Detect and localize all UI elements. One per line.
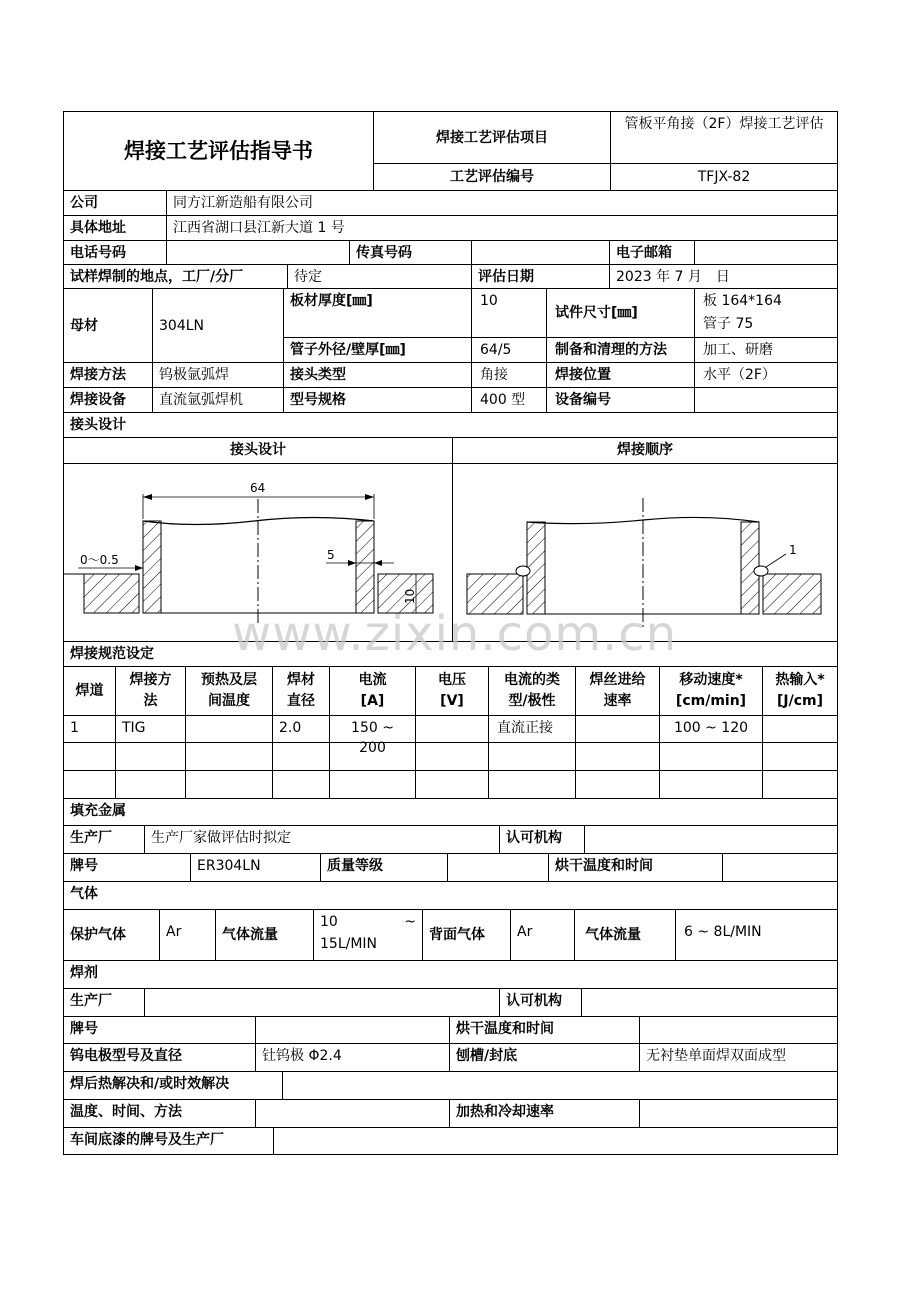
pipe-wall-right (356, 521, 374, 613)
param-header-process-line: 法 (143, 693, 158, 709)
specimen-size-value (695, 289, 837, 338)
filler-brand-row (64, 854, 837, 882)
temperature-row (64, 1100, 837, 1128)
flux-section (64, 961, 837, 989)
param-header-current-line: [A] (360, 693, 385, 709)
gas-section (64, 882, 837, 910)
specimen-size-plate: 板 164*164 (703, 293, 782, 309)
back-gas-flow-value: 6 ~ 8L/MIN (684, 924, 762, 940)
prep-value: 加工、研磨 (703, 342, 773, 358)
base-metal-right (284, 289, 837, 362)
base-metal-row (64, 289, 837, 363)
seq-pass-label: 1 (789, 543, 797, 557)
param-cell-current (330, 771, 416, 798)
seq-leader-line (766, 554, 786, 567)
flux-brand-row (64, 1017, 837, 1044)
date-value: 2023 年 7 月 日 (616, 269, 730, 285)
document-title: 焊接工艺评估指导书 (64, 112, 374, 190)
param-header-process-line: 焊接方 (129, 672, 172, 688)
company-value: 同方江新造船有限公司 (173, 195, 313, 211)
param-cell-process (116, 771, 186, 798)
contact-row (64, 241, 837, 265)
address-row (64, 216, 837, 241)
pwht-label: 焊后热解决和/或时效解决 (64, 1072, 283, 1099)
electrode-row (64, 1044, 837, 1072)
flux-brand-value (256, 1017, 450, 1043)
gas-flow-to: 15L/MIN (320, 936, 378, 952)
flux-bake-label: 烘干温度和时间 (450, 1017, 640, 1043)
flux-bake-value (640, 1017, 837, 1043)
primer-row (64, 1128, 837, 1154)
param-header-pass-line: 焊道 (75, 682, 104, 699)
date-label: 评估日期 (472, 265, 610, 288)
joint-design-header: 接头设计 (64, 438, 453, 463)
gas-section-label: 气体 (70, 886, 98, 902)
shield-gas-value: Ar (160, 910, 216, 960)
joint-design-section-label: 接头设计 (70, 417, 126, 433)
dim-gap-label: 0～0.5 (80, 553, 119, 567)
flux-approval-value (582, 989, 837, 1016)
company-row (64, 191, 837, 216)
filler-brand-value: ER304LN (191, 854, 321, 881)
fax-label: 传真号码 (350, 241, 472, 264)
equipment-label: 焊接设备 (64, 388, 153, 412)
back-gas-label: 背面气体 (423, 910, 511, 960)
param-cell-voltage (416, 716, 489, 742)
param-cell-current: 150 ~ 200 (330, 716, 416, 742)
rate-value (640, 1100, 837, 1127)
joint-type-label: 接头类型 (284, 363, 472, 387)
param-header-travel-speed (660, 667, 763, 715)
equipment-row (64, 388, 837, 413)
header-row (64, 112, 837, 191)
filler-grade-value (448, 854, 549, 881)
equipment-value: 直流氩弧焊机 (153, 388, 284, 412)
pipe-wall-left (143, 521, 161, 613)
param-cell-voltage (416, 743, 489, 770)
seq-pipe-wall-left (527, 522, 545, 614)
flux-maker-value (145, 989, 500, 1016)
site-label: 试样焊制的地点，工厂/分厂 (64, 265, 288, 288)
filler-bake-label: 烘干温度和时间 (549, 854, 723, 881)
rate-label: 加热和冷却速率 (450, 1100, 640, 1127)
param-cell-wire-feed (576, 743, 660, 770)
param-header-current-type-line: 型/极性 (508, 693, 556, 709)
back-gas-value: Ar (511, 910, 575, 960)
gas-flow-line-1 (320, 911, 416, 933)
electrode-value: 钍钨极 Φ2.4 (256, 1044, 450, 1071)
position-label: 焊接位置 (547, 363, 695, 387)
seq-plate-right (763, 574, 821, 614)
project-value: 管板平角接（2F）焊接工艺评估 (611, 112, 837, 164)
flux-approval-label: 认可机构 (500, 989, 582, 1016)
dim-arrow-left (143, 494, 152, 500)
email-label: 电子邮箱 (610, 241, 695, 264)
param-cell-process (116, 743, 186, 770)
param-cell-preheat (186, 743, 273, 770)
parameters-row-2 (64, 743, 837, 771)
electrode-label: 钨电极型号及直径 (64, 1044, 256, 1071)
parameters-header-row (64, 667, 837, 716)
temperature-label: 温度、时间、方法 (64, 1100, 256, 1127)
param-header-voltage (416, 667, 489, 715)
header-right (374, 112, 837, 190)
param-cell-travel-speed (660, 771, 763, 798)
flux-section-label: 焊剂 (70, 965, 98, 981)
phone-label: 电话号码 (64, 241, 167, 264)
method-row (64, 363, 837, 388)
watermark: www.zixin.com.cn (232, 606, 678, 662)
param-cell-travel-speed (660, 743, 763, 770)
param-header-current-type-line: 电流的类 (504, 672, 560, 688)
specimen-size-label: 试件尺寸[㎜] (547, 289, 695, 338)
param-cell-preheat (186, 716, 273, 742)
filler-grade-label: 质量等级 (321, 854, 448, 881)
param-header-travel-speed-line: 移动速度* (679, 672, 743, 688)
address-value: 江西省湖口县江新大道 1 号 (173, 220, 345, 236)
parameters-row-3 (64, 771, 837, 799)
param-cell-pass (64, 771, 116, 798)
param-header-heat-input-line: 热输入* (775, 672, 825, 688)
fax-value (472, 241, 610, 264)
email-value (695, 241, 837, 264)
param-cell-current-type (489, 743, 576, 770)
site-row (64, 265, 837, 289)
filler-approval-label: 认可机构 (500, 826, 585, 853)
param-header-current-line: 电流 (358, 672, 387, 688)
position-value: 水平（2F） (703, 367, 776, 383)
param-cell-pass (64, 743, 116, 770)
number-label: 工艺评估编号 (374, 164, 611, 190)
weld-bead-left (516, 566, 530, 576)
param-header-current (330, 667, 416, 715)
specimen-size-pipe: 管子 75 (703, 316, 754, 332)
param-cell-diameter (273, 771, 330, 798)
site-value: 待定 (288, 265, 472, 288)
param-cell-heat-input (763, 743, 837, 770)
prep-label: 制备和清理的方法 (547, 338, 695, 362)
dim-width-label: 64 (250, 481, 266, 495)
joint-design-headers (64, 438, 837, 464)
pipe-value: 64/5 (472, 338, 547, 362)
dim-gap-arrow (135, 565, 143, 571)
filler-maker-value: 生产厂家做评估时拟定 (145, 826, 500, 853)
filler-section-label: 填充金属 (70, 803, 126, 819)
pwht-value (283, 1072, 837, 1099)
flux-brand-label: 牌号 (64, 1017, 256, 1043)
base-metal-value: 304LN (153, 289, 284, 362)
param-header-diameter-line: 直径 (287, 693, 315, 709)
equip-no-label: 设备编号 (547, 388, 695, 412)
equip-no-value (695, 388, 837, 412)
pwht-row (64, 1072, 837, 1100)
param-header-pass (64, 667, 116, 715)
param-header-heat-input-line: [J/cm] (776, 693, 823, 709)
project-label: 焊接工艺评估项目 (374, 112, 611, 164)
parameters-section-label: 焊接规范设定 (70, 646, 154, 662)
dim-wall-label: 5 (327, 548, 335, 562)
shield-gas-label: 保护气体 (64, 910, 160, 960)
param-header-preheat-line: 预热及层 (201, 672, 257, 688)
param-cell-process: TIG (116, 716, 186, 742)
param-cell-current-type: 直流正接 (489, 716, 576, 742)
dim-wall-arrow-a (348, 560, 356, 566)
dim-arrow-right (365, 494, 374, 500)
dim-plate-label: 10 (403, 588, 417, 604)
param-header-current-type (489, 667, 576, 715)
param-header-process (116, 667, 186, 715)
param-cell-voltage (416, 771, 489, 798)
param-cell-diameter: 2.0 (273, 716, 330, 742)
address-label: 具体地址 (64, 216, 167, 240)
param-cell-pass: 1 (64, 716, 116, 742)
gouge-label: 刨槽/封底 (450, 1044, 640, 1071)
param-cell-preheat (186, 771, 273, 798)
gouge-value: 无衬垫单面焊双面成型 (646, 1048, 786, 1064)
method-value: 钨极氩弧焊 (153, 363, 284, 387)
joint-type-value: 角接 (472, 363, 547, 387)
company-label: 公司 (64, 191, 167, 215)
param-header-voltage-line: 电压 (438, 672, 466, 688)
plate-left (84, 574, 139, 613)
param-cell-wire-feed (576, 771, 660, 798)
param-cell-wire-feed (576, 716, 660, 742)
param-header-travel-speed-line: [cm/min] (675, 693, 747, 709)
dim-wall-arrow-b (374, 560, 382, 566)
param-header-voltage-line: [V] (440, 693, 464, 709)
base-metal-label: 母材 (64, 289, 153, 362)
plate-thickness-value: 10 (472, 289, 547, 338)
weld-bead-right (754, 566, 768, 576)
filler-section (64, 799, 837, 826)
param-header-wire-feed-line: 速率 (603, 693, 632, 709)
number-value: TFJX-82 (697, 169, 751, 185)
param-header-wire-feed-line: 焊丝进给 (589, 672, 646, 688)
method-label: 焊接方法 (64, 363, 153, 387)
param-cell-current-type (489, 771, 576, 798)
filler-maker-row (64, 826, 837, 854)
model-label: 型号规格 (284, 388, 472, 412)
param-cell-current (330, 743, 416, 770)
param-cell-travel-speed: 100 ~ 120 (660, 716, 763, 742)
filler-approval-value (585, 826, 837, 853)
gas-flow-value (314, 910, 423, 960)
temperature-value (256, 1100, 450, 1127)
model-value: 400 型 (472, 388, 547, 412)
gas-row (64, 910, 837, 961)
filler-bake-value (723, 854, 837, 881)
phone-value (167, 241, 350, 264)
primer-label: 车间底漆的牌号及生产厂 (64, 1128, 274, 1154)
back-gas-flow-label: 气体流量 (575, 910, 676, 960)
parameters-row-1 (64, 716, 837, 756)
param-cell-heat-input (763, 771, 837, 798)
pipe-label: 管子外径/壁厚[㎜] (284, 338, 472, 362)
primer-value (274, 1128, 837, 1154)
param-cell-heat-input (763, 716, 837, 742)
param-cell-diameter (273, 743, 330, 770)
flux-maker-row (64, 989, 837, 1017)
filler-maker-label: 生产厂 (64, 826, 145, 853)
gas-flow-tilde: ~ (404, 914, 416, 930)
plate-thickness-label: 板材厚度[㎜] (284, 289, 472, 338)
flux-maker-label: 生产厂 (64, 989, 145, 1016)
gas-flow-from: 10 (320, 914, 338, 930)
param-header-diameter (273, 667, 330, 715)
param-header-preheat (186, 667, 273, 715)
filler-brand-label: 牌号 (64, 854, 191, 881)
param-header-heat-input (763, 667, 837, 715)
param-header-wire-feed (576, 667, 660, 715)
param-header-preheat-line: 间温度 (208, 693, 250, 709)
joint-design-section (64, 413, 837, 438)
gas-flow-label: 气体流量 (216, 910, 314, 960)
param-header-diameter-line: 焊材 (287, 672, 315, 688)
weld-sequence-header: 焊接顺序 (617, 442, 673, 458)
